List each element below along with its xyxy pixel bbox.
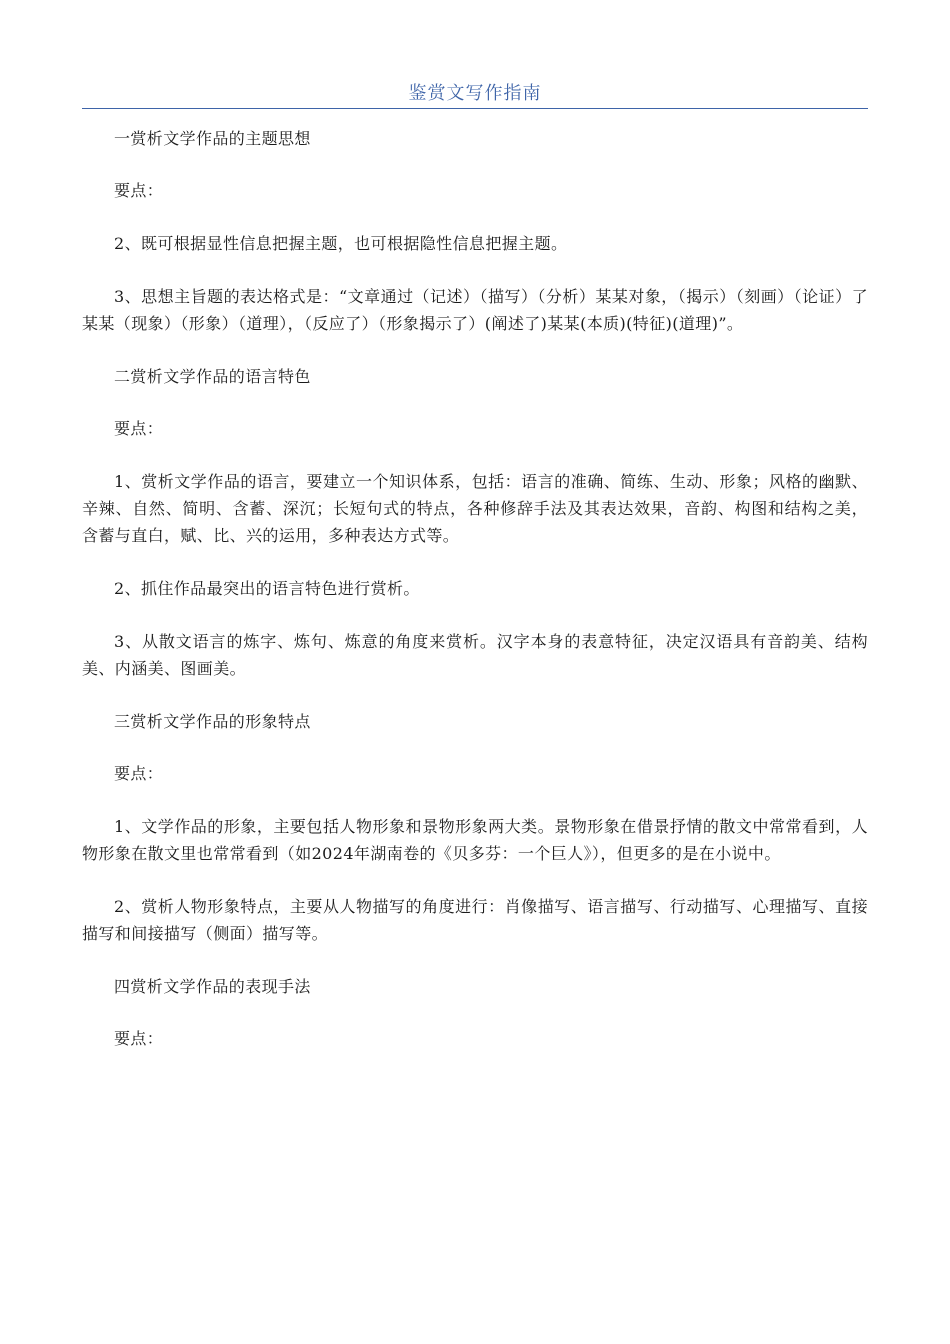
document-title: 鉴赏文写作指南 — [408, 83, 542, 104]
title-divider — [82, 108, 868, 109]
paragraph: 2、赏析人物形象特点，主要从人物描写的角度进行：肖像描写、语言描写、行动描写、心理描写、直接描写和间接描写（侧面）描写等。 — [82, 897, 868, 943]
paragraph: 3、从散文语言的炼字、炼句、炼意的角度来赏析。汉字本身的表意特征，决定汉语具有音韵美、结构美、内涵美、图画美。 — [82, 632, 868, 678]
section-heading-language: 二赏析文学作品的语言特色 — [114, 367, 311, 386]
key-points-label: 要点： — [114, 181, 164, 200]
key-points-label: 要点： — [114, 764, 164, 783]
paragraph: 1、文学作品的形象，主要包括人物形象和景物形象两大类。景物形象在借景抒情的散文中常常看到，人物形象在散文里也常常看到（如2024年湖南卷的《贝多芬：一个巨人》），但更多的是在小说中。 — [82, 817, 868, 863]
document-body — [82, 125, 868, 1078]
paragraph: 1、赏析文学作品的语言，要建立一个知识体系，包括：语言的准确、简练、生动、形象；风格的幽默、辛辣、自然、简明、含蓄、深沉；长短句式的特点，各种修辞手法及其表达效果，音韵、构图和结构之美，含蓄与直白，赋、比、兴的运用，多种表达方式等。 — [82, 472, 868, 545]
section-heading-theme: 一赏析文学作品的主题思想 — [114, 129, 311, 148]
section-heading-image: 三赏析文学作品的形象特点 — [114, 712, 311, 731]
key-points-label: 要点： — [114, 419, 164, 438]
paragraph: 2、既可根据显性信息把握主题，也可根据隐性信息把握主题。 — [114, 234, 568, 253]
paragraph: 2、抓住作品最突出的语言特色进行赏析。 — [114, 579, 420, 598]
key-points-label: 要点： — [114, 1029, 164, 1048]
paragraph: 3、思想主旨题的表达格式是：“文章通过（记述）（描写）（分析）某某对象，（揭示）（刻画）（论证）了某某（现象）（形象）（道理），（反应了）（形象揭示了）(阐述了)某某(本质)(特征)(道理)”。 — [82, 287, 868, 333]
section-heading-techniques: 四赏析文学作品的表现手法 — [114, 977, 311, 996]
